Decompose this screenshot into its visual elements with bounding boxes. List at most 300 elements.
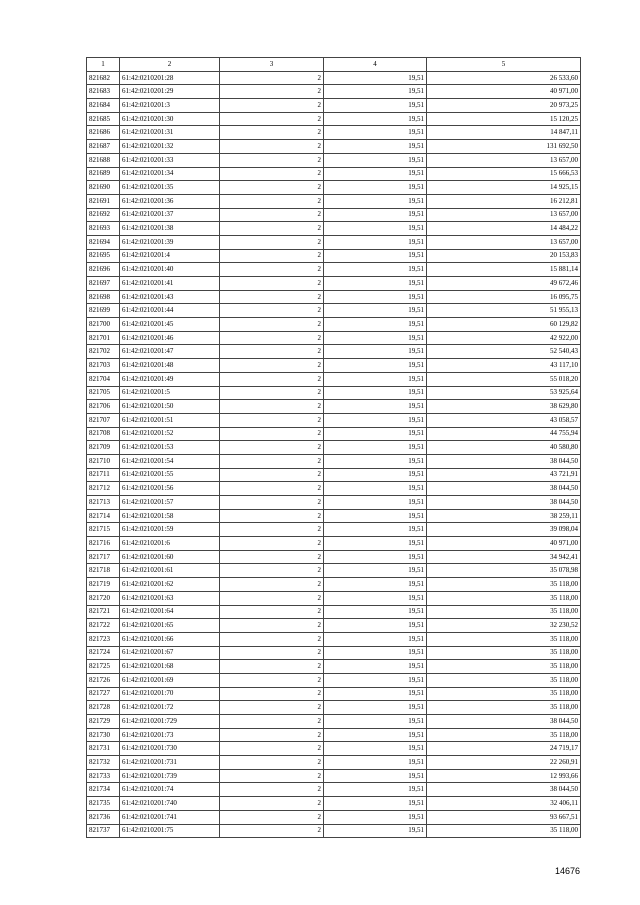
row-number-cell: 821691: [87, 194, 120, 208]
cadastral-number-cell: 61:42:0210201:61: [120, 564, 220, 578]
table-row: [87, 496, 581, 510]
cadastral-number-cell: 61:42:0210201:741: [120, 810, 220, 824]
table-row: [87, 550, 581, 564]
col4-cell: 19,51: [324, 454, 427, 468]
table-row: [87, 632, 581, 646]
col3-cell: 2: [220, 756, 324, 770]
amount-cell: 26 533,60: [427, 71, 581, 85]
table-row: [87, 386, 581, 400]
amount-cell: 131 692,50: [427, 140, 581, 154]
amount-cell: 51 955,13: [427, 304, 581, 318]
col4-cell: 19,51: [324, 810, 427, 824]
col3-cell: 2: [220, 140, 324, 154]
cadastral-number-cell: 61:42:0210201:56: [120, 482, 220, 496]
table-row: [87, 167, 581, 181]
row-number-cell: 821689: [87, 167, 120, 181]
table-row: [87, 509, 581, 523]
table-row: [87, 372, 581, 386]
col4-cell: 19,51: [324, 400, 427, 414]
table-row: [87, 454, 581, 468]
col3-cell: 2: [220, 318, 324, 332]
col4-cell: 19,51: [324, 71, 427, 85]
col4-cell: 19,51: [324, 427, 427, 441]
table-row: [87, 578, 581, 592]
col3-cell: 2: [220, 413, 324, 427]
amount-cell: 14 484,22: [427, 222, 581, 236]
amount-cell: 16 212,81: [427, 194, 581, 208]
col3-cell: 2: [220, 263, 324, 277]
amount-cell: 32 406,11: [427, 797, 581, 811]
table-row: [87, 783, 581, 797]
col3-cell: 2: [220, 304, 324, 318]
amount-cell: 15 666,53: [427, 167, 581, 181]
row-number-cell: 821719: [87, 578, 120, 592]
table-row: [87, 523, 581, 537]
table-row: [87, 413, 581, 427]
amount-cell: 12 993,66: [427, 769, 581, 783]
col4-cell: 19,51: [324, 304, 427, 318]
cadastral-number-cell: 61:42:0210201:50: [120, 400, 220, 414]
cadastral-number-cell: 61:42:0210201:65: [120, 619, 220, 633]
col3-cell: 2: [220, 235, 324, 249]
col4-cell: 19,51: [324, 769, 427, 783]
table-row: [87, 824, 581, 838]
row-number-cell: 821726: [87, 673, 120, 687]
row-number-cell: 821737: [87, 824, 120, 838]
col4-cell: 19,51: [324, 386, 427, 400]
amount-cell: 43 058,57: [427, 413, 581, 427]
col3-cell: 2: [220, 728, 324, 742]
cadastral-number-cell: 61:42:0210201:64: [120, 605, 220, 619]
cadastral-number-cell: 61:42:0210201:49: [120, 372, 220, 386]
amount-cell: 40 971,00: [427, 85, 581, 99]
row-number-cell: 821724: [87, 646, 120, 660]
col4-cell: 19,51: [324, 126, 427, 140]
table-row: [87, 222, 581, 236]
col3-cell: 2: [220, 194, 324, 208]
col3-cell: 2: [220, 468, 324, 482]
row-number-cell: 821712: [87, 482, 120, 496]
col4-cell: 19,51: [324, 235, 427, 249]
col4-cell: 19,51: [324, 687, 427, 701]
column-header-5: 5: [427, 58, 581, 72]
amount-cell: 35 118,00: [427, 578, 581, 592]
table-row: [87, 646, 581, 660]
row-number-cell: 821683: [87, 85, 120, 99]
col3-cell: 2: [220, 99, 324, 113]
amount-cell: 38 259,11: [427, 509, 581, 523]
row-number-cell: 821686: [87, 126, 120, 140]
amount-cell: 40 971,00: [427, 537, 581, 551]
amount-cell: 35 118,00: [427, 591, 581, 605]
table-row: [87, 482, 581, 496]
row-number-cell: 821682: [87, 71, 120, 85]
table-row: [87, 290, 581, 304]
col3-cell: 2: [220, 372, 324, 386]
col3-cell: 2: [220, 783, 324, 797]
col3-cell: 2: [220, 359, 324, 373]
cadastral-number-cell: 61:42:0210201:5: [120, 386, 220, 400]
col4-cell: 19,51: [324, 153, 427, 167]
table-row: [87, 687, 581, 701]
col4-cell: 19,51: [324, 318, 427, 332]
row-number-cell: 821694: [87, 235, 120, 249]
row-number-cell: 821721: [87, 605, 120, 619]
row-number-cell: 821693: [87, 222, 120, 236]
col4-cell: 19,51: [324, 605, 427, 619]
row-number-cell: 821699: [87, 304, 120, 318]
cadastral-number-cell: 61:42:0210201:63: [120, 591, 220, 605]
row-number-cell: 821690: [87, 181, 120, 195]
row-number-cell: 821714: [87, 509, 120, 523]
amount-cell: 38 044,50: [427, 454, 581, 468]
column-header-1: 1: [87, 58, 120, 72]
cadastral-number-cell: 61:42:0210201:37: [120, 208, 220, 222]
amount-cell: 53 925,64: [427, 386, 581, 400]
col3-cell: 2: [220, 482, 324, 496]
col4-cell: 19,51: [324, 140, 427, 154]
amount-cell: 13 657,00: [427, 235, 581, 249]
row-number-cell: 821707: [87, 413, 120, 427]
cadastral-number-cell: 61:42:0210201:72: [120, 701, 220, 715]
table-row: [87, 427, 581, 441]
amount-cell: 24 719,17: [427, 742, 581, 756]
table-row: [87, 660, 581, 674]
amount-cell: 44 755,94: [427, 427, 581, 441]
amount-cell: 34 942,41: [427, 550, 581, 564]
table-row: [87, 468, 581, 482]
amount-cell: 93 667,51: [427, 810, 581, 824]
table-row: [87, 331, 581, 345]
col3-cell: 2: [220, 441, 324, 455]
col4-cell: 19,51: [324, 537, 427, 551]
col4-cell: 19,51: [324, 249, 427, 263]
col3-cell: 2: [220, 810, 324, 824]
col4-cell: 19,51: [324, 441, 427, 455]
cadastral-number-cell: 61:42:0210201:3: [120, 99, 220, 113]
amount-cell: 35 118,00: [427, 673, 581, 687]
col4-cell: 19,51: [324, 468, 427, 482]
cadastral-number-cell: 61:42:0210201:31: [120, 126, 220, 140]
col3-cell: 2: [220, 153, 324, 167]
table-row: [87, 277, 581, 291]
cadastral-number-cell: 61:42:0210201:52: [120, 427, 220, 441]
table-row: [87, 728, 581, 742]
table-row: [87, 537, 581, 551]
amount-cell: 20 153,83: [427, 249, 581, 263]
amount-cell: 16 095,75: [427, 290, 581, 304]
cadastral-number-cell: 61:42:0210201:69: [120, 673, 220, 687]
table-row: [87, 318, 581, 332]
col3-cell: 2: [220, 797, 324, 811]
row-number-cell: 821713: [87, 496, 120, 510]
amount-cell: 42 922,00: [427, 331, 581, 345]
table-row: [87, 359, 581, 373]
col4-cell: 19,51: [324, 578, 427, 592]
amount-cell: 20 973,25: [427, 99, 581, 113]
col3-cell: 2: [220, 632, 324, 646]
col3-cell: 2: [220, 71, 324, 85]
col3-cell: 2: [220, 578, 324, 592]
table-row: [87, 701, 581, 715]
col3-cell: 2: [220, 167, 324, 181]
row-number-cell: 821688: [87, 153, 120, 167]
col4-cell: 19,51: [324, 167, 427, 181]
table-row: [87, 715, 581, 729]
row-number-cell: 821698: [87, 290, 120, 304]
row-number-cell: 821692: [87, 208, 120, 222]
col4-cell: 19,51: [324, 496, 427, 510]
cadastral-number-cell: 61:42:0210201:45: [120, 318, 220, 332]
row-number-cell: 821696: [87, 263, 120, 277]
col3-cell: 2: [220, 591, 324, 605]
cadastral-number-cell: 61:42:0210201:729: [120, 715, 220, 729]
table-row: [87, 71, 581, 85]
col4-cell: 19,51: [324, 345, 427, 359]
amount-cell: 35 118,00: [427, 632, 581, 646]
row-number-cell: 821733: [87, 769, 120, 783]
cadastral-number-cell: 61:42:0210201:740: [120, 797, 220, 811]
cadastral-number-cell: 61:42:0210201:55: [120, 468, 220, 482]
col3-cell: 2: [220, 126, 324, 140]
row-number-cell: 821685: [87, 112, 120, 126]
row-number-cell: 821710: [87, 454, 120, 468]
cadastral-number-cell: 61:42:0210201:30: [120, 112, 220, 126]
amount-cell: 35 118,00: [427, 824, 581, 838]
col3-cell: 2: [220, 550, 324, 564]
cadastral-number-cell: 61:42:0210201:44: [120, 304, 220, 318]
amount-cell: 40 580,80: [427, 441, 581, 455]
row-number-cell: 821687: [87, 140, 120, 154]
col4-cell: 19,51: [324, 263, 427, 277]
table-row: [87, 605, 581, 619]
table-row: [87, 235, 581, 249]
row-number-cell: 821723: [87, 632, 120, 646]
col3-cell: 2: [220, 523, 324, 537]
col3-cell: 2: [220, 619, 324, 633]
cadastral-number-cell: 61:42:0210201:68: [120, 660, 220, 674]
col3-cell: 2: [220, 454, 324, 468]
row-number-cell: 821722: [87, 619, 120, 633]
amount-cell: 55 018,20: [427, 372, 581, 386]
col3-cell: 2: [220, 249, 324, 263]
cadastral-number-cell: 61:42:0210201:48: [120, 359, 220, 373]
cadastral-number-cell: 61:42:0210201:731: [120, 756, 220, 770]
amount-cell: 52 540,43: [427, 345, 581, 359]
cadastral-number-cell: 61:42:0210201:67: [120, 646, 220, 660]
col4-cell: 19,51: [324, 797, 427, 811]
row-number-cell: 821732: [87, 756, 120, 770]
table-row: [87, 208, 581, 222]
table-row: [87, 400, 581, 414]
col4-cell: 19,51: [324, 673, 427, 687]
header-row: [87, 58, 581, 72]
col3-cell: 2: [220, 181, 324, 195]
table-row: [87, 126, 581, 140]
row-number-cell: 821734: [87, 783, 120, 797]
col4-cell: 19,51: [324, 509, 427, 523]
row-number-cell: 821703: [87, 359, 120, 373]
col3-cell: 2: [220, 537, 324, 551]
col4-cell: 19,51: [324, 359, 427, 373]
col4-cell: 19,51: [324, 632, 427, 646]
row-number-cell: 821718: [87, 564, 120, 578]
table-row: [87, 769, 581, 783]
amount-cell: 38 044,50: [427, 783, 581, 797]
cadastral-number-cell: 61:42:0210201:57: [120, 496, 220, 510]
amount-cell: 13 657,00: [427, 208, 581, 222]
col4-cell: 19,51: [324, 550, 427, 564]
amount-cell: 14 925,15: [427, 181, 581, 195]
col4-cell: 19,51: [324, 413, 427, 427]
row-number-cell: 821716: [87, 537, 120, 551]
row-number-cell: 821709: [87, 441, 120, 455]
table-row: [87, 249, 581, 263]
cadastral-number-cell: 61:42:0210201:54: [120, 454, 220, 468]
col4-cell: 19,51: [324, 112, 427, 126]
col3-cell: 2: [220, 222, 324, 236]
row-number-cell: 821720: [87, 591, 120, 605]
cadastral-number-cell: 61:42:0210201:6: [120, 537, 220, 551]
amount-cell: 15 120,25: [427, 112, 581, 126]
col4-cell: 19,51: [324, 482, 427, 496]
cadastral-number-cell: 61:42:0210201:59: [120, 523, 220, 537]
amount-cell: 35 078,98: [427, 564, 581, 578]
col4-cell: 19,51: [324, 591, 427, 605]
cadastral-number-cell: 61:42:0210201:39: [120, 235, 220, 249]
amount-cell: 13 657,00: [427, 153, 581, 167]
amount-cell: 38 044,50: [427, 496, 581, 510]
cadastral-number-cell: 61:42:0210201:74: [120, 783, 220, 797]
table-row: [87, 564, 581, 578]
col4-cell: 19,51: [324, 372, 427, 386]
row-number-cell: 821736: [87, 810, 120, 824]
cadastral-number-cell: 61:42:0210201:47: [120, 345, 220, 359]
row-number-cell: 821701: [87, 331, 120, 345]
cadastral-number-cell: 61:42:0210201:28: [120, 71, 220, 85]
cadastral-number-cell: 61:42:0210201:53: [120, 441, 220, 455]
table-row: [87, 810, 581, 824]
page-number: 14676: [555, 866, 581, 876]
col4-cell: 19,51: [324, 277, 427, 291]
col3-cell: 2: [220, 687, 324, 701]
col3-cell: 2: [220, 331, 324, 345]
cadastral-number-cell: 61:42:0210201:4: [120, 249, 220, 263]
row-number-cell: 821731: [87, 742, 120, 756]
row-number-cell: 821697: [87, 277, 120, 291]
row-number-cell: 821728: [87, 701, 120, 715]
row-number-cell: 821730: [87, 728, 120, 742]
amount-cell: 35 118,00: [427, 646, 581, 660]
amount-cell: 22 260,91: [427, 756, 581, 770]
col4-cell: 19,51: [324, 824, 427, 838]
table-row: [87, 797, 581, 811]
row-number-cell: 821711: [87, 468, 120, 482]
row-number-cell: 821704: [87, 372, 120, 386]
col4-cell: 19,51: [324, 290, 427, 304]
row-number-cell: 821729: [87, 715, 120, 729]
col3-cell: 2: [220, 400, 324, 414]
table-row: [87, 304, 581, 318]
amount-cell: 39 098,04: [427, 523, 581, 537]
table-row: [87, 112, 581, 126]
cadastral-number-cell: 61:42:0210201:46: [120, 331, 220, 345]
col3-cell: 2: [220, 646, 324, 660]
col3-cell: 2: [220, 769, 324, 783]
col4-cell: 19,51: [324, 715, 427, 729]
col4-cell: 19,51: [324, 222, 427, 236]
table-row: [87, 742, 581, 756]
table-row: [87, 181, 581, 195]
amount-cell: 43 721,91: [427, 468, 581, 482]
amount-cell: 32 230,52: [427, 619, 581, 633]
col4-cell: 19,51: [324, 742, 427, 756]
row-number-cell: 821684: [87, 99, 120, 113]
amount-cell: 35 118,00: [427, 605, 581, 619]
table-row: [87, 756, 581, 770]
cadastral-number-cell: 61:42:0210201:36: [120, 194, 220, 208]
col4-cell: 19,51: [324, 331, 427, 345]
column-header-3: 3: [220, 58, 324, 72]
cadastral-number-cell: 61:42:0210201:51: [120, 413, 220, 427]
col4-cell: 19,51: [324, 99, 427, 113]
table-row: [87, 441, 581, 455]
cadastral-number-cell: 61:42:0210201:33: [120, 153, 220, 167]
col4-cell: 19,51: [324, 523, 427, 537]
row-number-cell: 821735: [87, 797, 120, 811]
cadastral-number-cell: 61:42:0210201:38: [120, 222, 220, 236]
cadastral-number-cell: 61:42:0210201:29: [120, 85, 220, 99]
cadastral-number-cell: 61:42:0210201:40: [120, 263, 220, 277]
table-body: [87, 71, 581, 838]
row-number-cell: 821706: [87, 400, 120, 414]
row-number-cell: 821715: [87, 523, 120, 537]
col3-cell: 2: [220, 742, 324, 756]
col3-cell: 2: [220, 496, 324, 510]
col4-cell: 19,51: [324, 181, 427, 195]
col3-cell: 2: [220, 277, 324, 291]
col4-cell: 19,51: [324, 646, 427, 660]
row-number-cell: 821717: [87, 550, 120, 564]
amount-cell: 49 672,46: [427, 277, 581, 291]
col4-cell: 19,51: [324, 85, 427, 99]
table-row: [87, 673, 581, 687]
amount-cell: 14 847,11: [427, 126, 581, 140]
col4-cell: 19,51: [324, 728, 427, 742]
cadastral-number-cell: 61:42:0210201:60: [120, 550, 220, 564]
col4-cell: 19,51: [324, 783, 427, 797]
col4-cell: 19,51: [324, 619, 427, 633]
column-header-2: 2: [120, 58, 220, 72]
table-row: [87, 345, 581, 359]
col4-cell: 19,51: [324, 194, 427, 208]
table-row: [87, 619, 581, 633]
col3-cell: 2: [220, 290, 324, 304]
cadastral-number-cell: 61:42:0210201:58: [120, 509, 220, 523]
amount-cell: 38 044,50: [427, 482, 581, 496]
table-row: [87, 263, 581, 277]
col3-cell: 2: [220, 386, 324, 400]
col3-cell: 2: [220, 564, 324, 578]
col3-cell: 2: [220, 605, 324, 619]
cadastral-number-cell: 61:42:0210201:62: [120, 578, 220, 592]
table-row: [87, 194, 581, 208]
row-number-cell: 821702: [87, 345, 120, 359]
data-table: [86, 57, 581, 838]
cadastral-number-cell: 61:42:0210201:70: [120, 687, 220, 701]
cadastral-number-cell: 61:42:0210201:73: [120, 728, 220, 742]
cadastral-number-cell: 61:42:0210201:75: [120, 824, 220, 838]
